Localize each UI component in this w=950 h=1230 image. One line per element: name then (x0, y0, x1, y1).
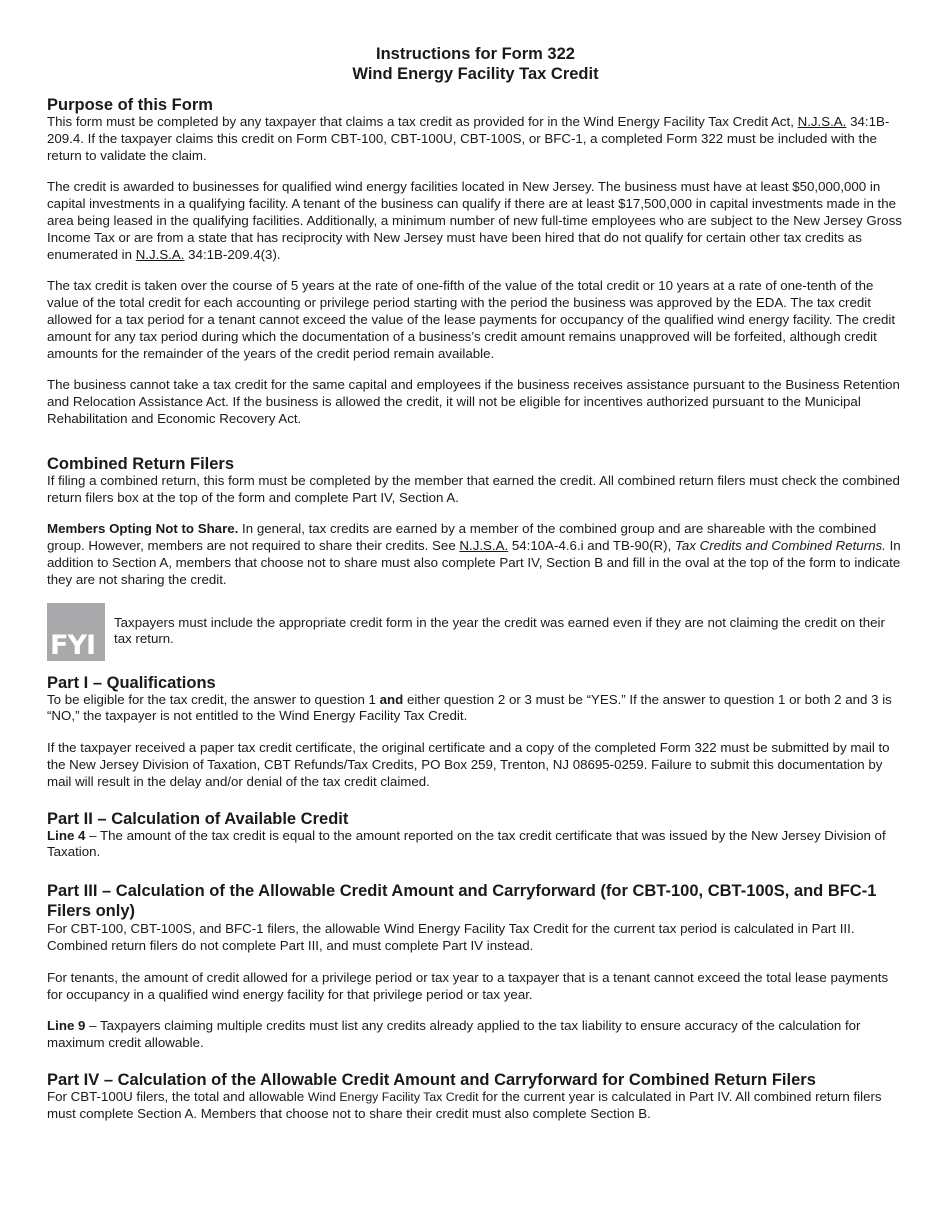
fyi-note (47, 603, 904, 661)
purpose-heading: Purpose of this Form (47, 96, 213, 114)
part-1-paragraph-1: To be eligible for the tax credit, the answer to question 1 and either question 2 or 3 must be “YES.” If the answer to question 1 or both 2 and 3 is “NO,” the taxpayer is not entitled to the Wind Energy Facility Tax Credit. (47, 691, 892, 724)
fyi-icon: FYI (47, 603, 105, 661)
purpose-paragraph-3: The tax credit is taken over the course of 5 years at the rate of one-fifth of the value of the total credit or 10 years at a rate of one-tenth of the value of the total credit for each accounting or privilege period starting with the period the business was approved by the EDA. The tax credit allowed for a tax period for a tenant cannot exceed the value of the lease payments for occupancy of the qualified wind energy facility. The credit amount for any tax period during which the documentation of a business’s credit amount remains unapproved will be forfeited, although credit amounts for the remainder of the years of the credit period remain available. (47, 278, 896, 361)
part-1-heading: Part I – Qualifications (47, 673, 216, 692)
purpose-paragraph-1: This form must be completed by any taxpayer that claims a tax credit as provided for in the Wind Energy Facility Tax Credit Act, N.J.S.A. 34:1B-209.4. If the taxpayer claims this credit on Form CBT-100, CBT-100U, CBT-100S, or BFC-1, a completed Form 322 must be included with the return to validate the claim. (47, 114, 890, 163)
part-2-line-4: Line 4 – The amount of the tax credit is equal to the amount reported on the tax credit certificate that was issued by the New Jersey Division of Taxation. (47, 827, 886, 860)
purpose-paragraph-2: The credit is awarded to businesses for qualified wind energy facilities located in New Jersey. The business must have at least $50,000,000 in capital investments in a qualifying facility. A tenant of the business can qualify if there are at least $17,500,000 in capital investments made in the area being leased in the qualifying facilities. Additionally, a minimum number of new full-time employees who are subject to the New Jersey Gross Income Tax or are from a state that has reciprocity with New Jersey must have been hired that do not qualify for certain other tax credits as enumerated in N.J.S.A. 34:1B-209.4(3). (47, 179, 902, 262)
part-4-paragraph-1: For CBT-100U filers, the total and allowable Wind Energy Facility Tax Credit for the current year is calculated in Part IV. All combined return filers must complete Section A. Members that choose not to share their credit must also complete Section B. (47, 1088, 882, 1121)
part-3-line-9: Line 9 – Taxpayers claiming multiple credits must list any credits already applied to the tax liability to ensure accuracy of the calculation for maximum credit allowable. (47, 1018, 861, 1051)
title-line-1: Instructions for Form 322 (376, 45, 575, 63)
part-1-paragraph-2: If the taxpayer received a paper tax credit certificate, the original certificate and a copy of the completed Form 322 must be submitted by mail to the New Jersey Division of Taxation, CBT Refunds/Tax Credits, PO Box 259, Trenton, NJ 08695-0259. Failure to submit this documentation by mail will result in the delay and/or denial of the tax credit claimed. (47, 740, 890, 789)
part-3-paragraph-1: For CBT-100, CBT-100S, and BFC-1 filers, the allowable Wind Energy Facility Tax Credit for the current tax period is calculated in Part III. Combined return filers do not complete Part III, and must complete Part IV instead. (47, 921, 855, 953)
section-part-3 (47, 881, 904, 1052)
section-part-1 (47, 674, 904, 791)
part-3-paragraph-2: For tenants, the amount of credit allowed for a privilege period or tax year to a taxpayer that is a tenant cannot exceed the total lease payments for occupancy in a qualified wind energy facility for that privilege period or tax year. (47, 969, 889, 1002)
njsa-reference: N.J.S.A. (459, 538, 509, 554)
fyi-text: Taxpayers must include the appropriate credit form in the year the credit was earned even if they are not claiming the credit on their tax return. (114, 614, 885, 647)
section-part-2 (47, 810, 904, 862)
njsa-reference: N.J.S.A. (797, 114, 847, 129)
njsa-reference: N.J.S.A. (135, 246, 185, 262)
part-4-heading: Part IV – Calculation of the Allowable Credit Amount and Carryforward for Combined Return Filers (47, 1070, 816, 1089)
title-line-2: Wind Energy Facility Tax Credit (352, 65, 599, 83)
section-combined-return (47, 455, 904, 589)
part-2-heading: Part II – Calculation of Available Credit (47, 809, 349, 828)
combined-paragraph-1: If filing a combined return, this form must be completed by the member that earned the credit. All combined return filers must check the combined return filers box at the top of the form and complete Part IV, Section A. (47, 472, 900, 505)
combined-heading: Combined Return Filers (47, 454, 235, 473)
section-part-4 (47, 1071, 904, 1123)
document-title (47, 44, 904, 84)
section-purpose (47, 96, 904, 428)
part-3-heading: Part III – Calculation of the Allowable Credit Amount and Carryforward (for CBT-100, CBT-100S, and BFC-1 Filers only) (47, 882, 877, 921)
purpose-paragraph-4: The business cannot take a tax credit for the same capital and employees if the business receives assistance pursuant to the Business Retention and Relocation Assistance Act. If the business is allowed the credit, it will not be eligible for incentives authorized pursuant to the Municipal Rehabilitation and Economic Recovery Act. (47, 377, 900, 426)
combined-paragraph-2: Members Opting Not to Share. In general, tax credits are earned by a member of the combined group and are shareable with the combined group. However, members are not required to share their credits. See N.J.S.A. 54:10A-4.6.i and TB-90(R), Tax Credits and Combined Returns. In addition to Section A, members that choose not to share must also complete Part IV, Section B and fill in the oval at the top of the form to indicate they are not sharing the credit. (47, 521, 901, 587)
instructions-page (47, 44, 904, 1122)
